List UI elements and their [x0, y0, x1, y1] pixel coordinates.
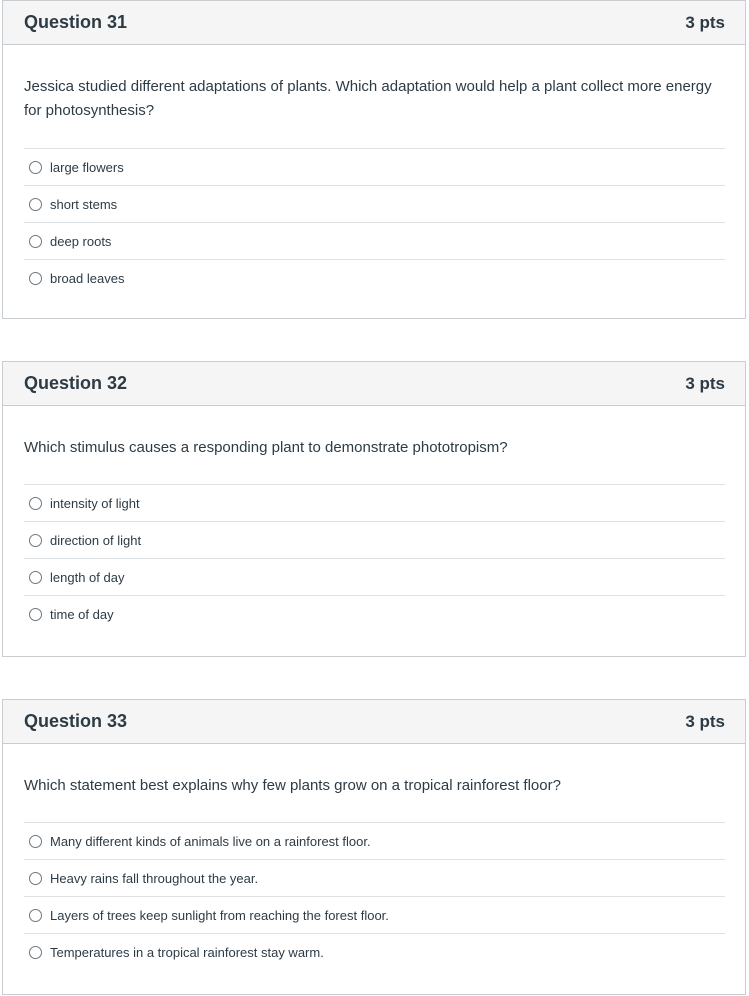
question-title: Question 33: [24, 711, 128, 731]
question-33: [2, 699, 746, 995]
radio-button[interactable]: [29, 946, 42, 959]
answer-option[interactable]: [24, 859, 725, 896]
answer-label[interactable]: Heavy rains fall throughout the year.: [50, 870, 259, 886]
answer-option[interactable]: [24, 222, 725, 259]
question-points: 3 pts: [685, 711, 725, 731]
radio-button[interactable]: [29, 909, 42, 922]
answer-option[interactable]: [24, 933, 725, 970]
answer-label[interactable]: length of day: [50, 569, 125, 585]
question-header: [3, 700, 745, 744]
answer-label[interactable]: large flowers: [50, 159, 124, 175]
answer-list: [24, 484, 725, 632]
question-text: Which statement best explains why few plants grow on a tropical rainforest floor?: [24, 777, 561, 794]
answer-label[interactable]: short stems: [50, 196, 118, 212]
question-title: Question 32: [24, 373, 128, 393]
answer-option[interactable]: [24, 484, 725, 521]
radio-button[interactable]: [29, 161, 42, 174]
answer-list: [24, 822, 725, 970]
answer-label[interactable]: time of day: [50, 606, 114, 622]
answer-label[interactable]: direction of light: [50, 532, 142, 548]
radio-button[interactable]: [29, 872, 42, 885]
answer-option[interactable]: [24, 558, 725, 595]
radio-button[interactable]: [29, 235, 42, 248]
radio-button[interactable]: [29, 571, 42, 584]
answer-option[interactable]: [24, 521, 725, 558]
answer-option[interactable]: [24, 822, 725, 859]
answer-option[interactable]: [24, 185, 725, 222]
radio-button[interactable]: [29, 608, 42, 621]
answer-option[interactable]: [24, 896, 725, 933]
question-text: Jessica studied different adaptations of plants. Which adaptation would help a plant collect more energy for photosynthesis?: [24, 78, 712, 119]
answer-label[interactable]: Many different kinds of animals live on a rainforest floor.: [50, 833, 371, 849]
question-points: 3 pts: [685, 373, 725, 393]
question-body: [3, 406, 745, 632]
radio-button[interactable]: [29, 835, 42, 848]
question-32: [2, 361, 746, 657]
answer-option[interactable]: [24, 259, 725, 296]
question-body: [3, 45, 745, 296]
answer-label[interactable]: Temperatures in a tropical rainforest stay warm.: [50, 944, 324, 960]
question-body: [3, 744, 745, 970]
question-header: [3, 362, 745, 406]
answer-option[interactable]: [24, 148, 725, 185]
answer-label[interactable]: intensity of light: [50, 495, 140, 511]
radio-button[interactable]: [29, 534, 42, 547]
radio-button[interactable]: [29, 497, 42, 510]
answer-list: [24, 148, 725, 296]
question-31: [2, 0, 746, 319]
answer-label[interactable]: Layers of trees keep sunlight from reaching the forest floor.: [50, 907, 389, 923]
answer-label[interactable]: broad leaves: [50, 270, 125, 286]
radio-button[interactable]: [29, 272, 42, 285]
question-text: Which stimulus causes a responding plant to demonstrate phototropism?: [24, 439, 508, 456]
answer-label[interactable]: deep roots: [50, 233, 112, 249]
answer-option[interactable]: [24, 595, 725, 632]
question-title: Question 31: [24, 12, 128, 32]
question-header: [3, 1, 745, 45]
radio-button[interactable]: [29, 198, 42, 211]
question-points: 3 pts: [685, 12, 725, 32]
